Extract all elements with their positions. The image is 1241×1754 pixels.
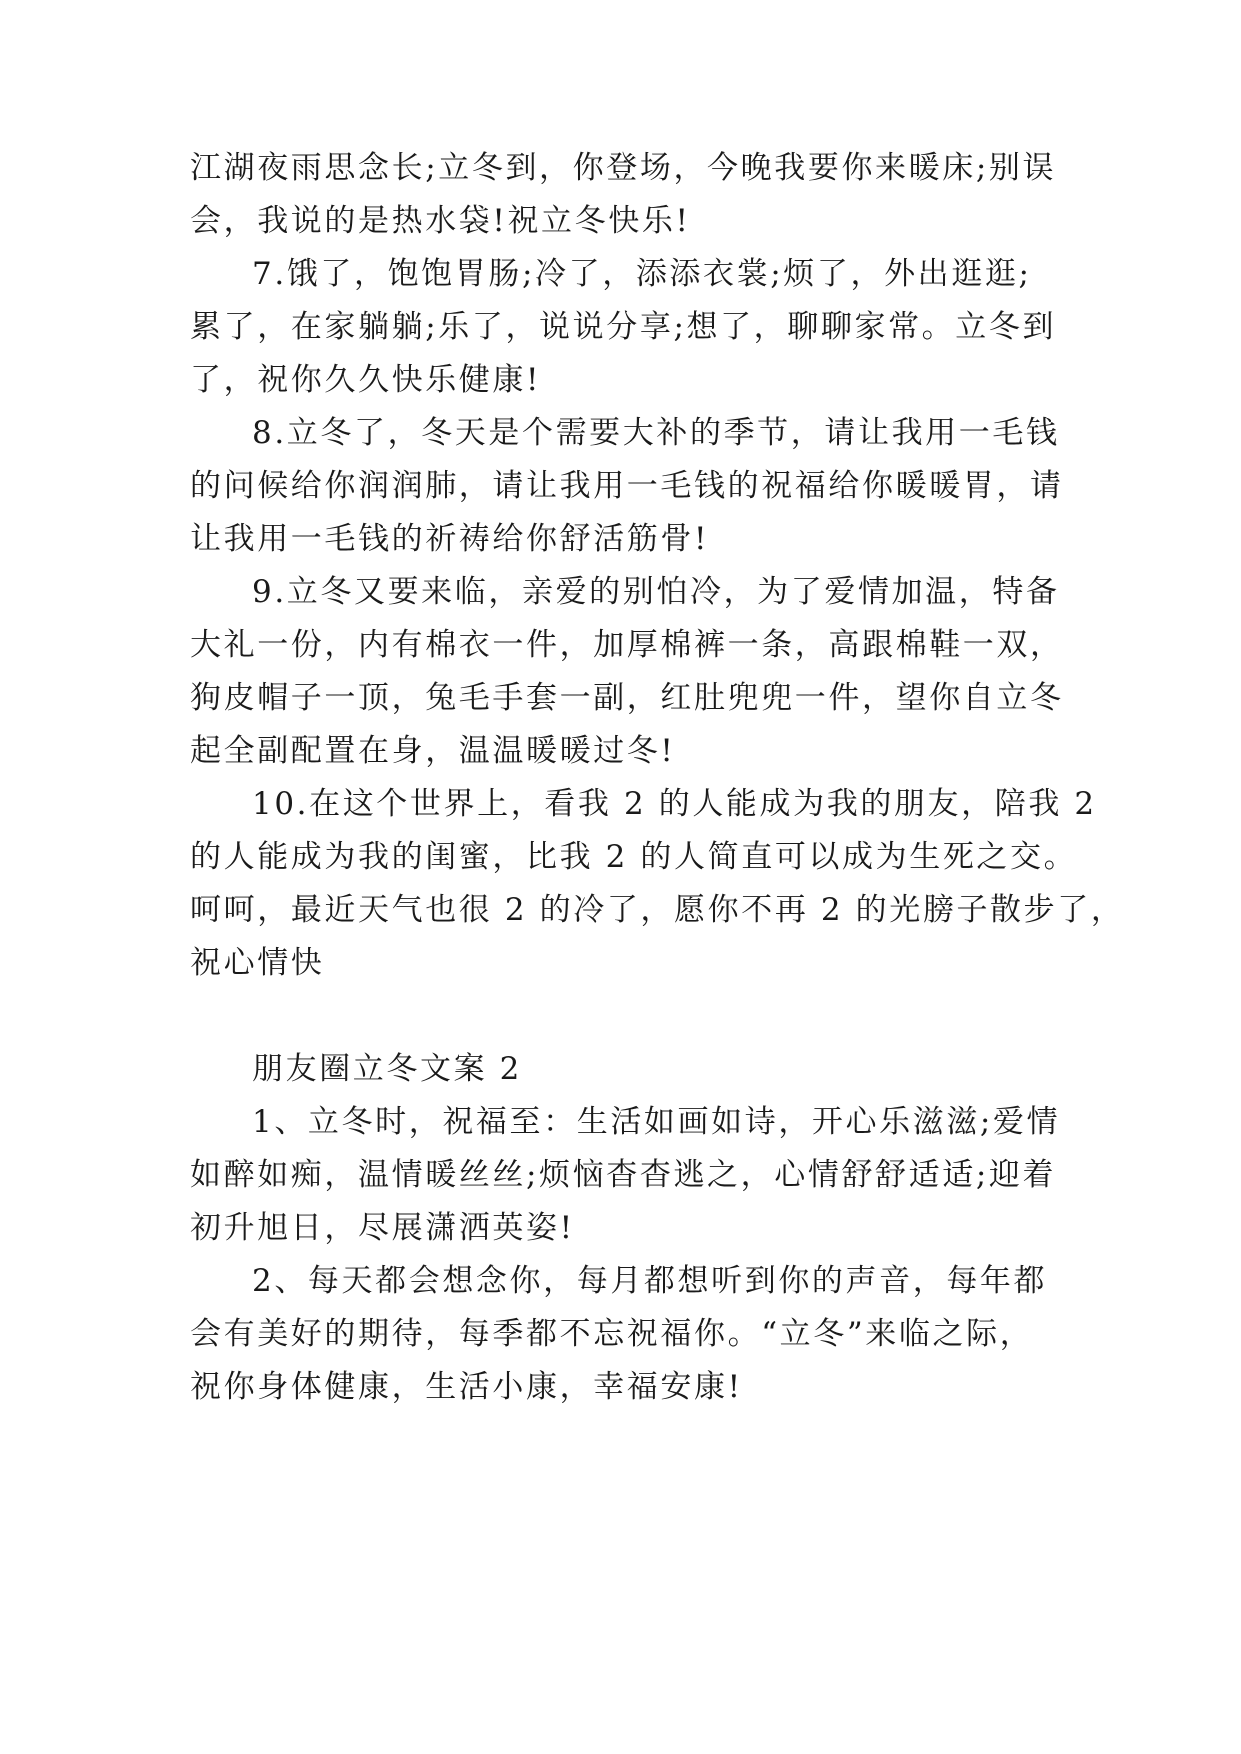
paragraph-9-start: 9.立冬又要来临，亲爱的别怕冷，为了爱情加温，特备 xyxy=(252,574,1060,610)
item-2-start: 2、每天都会想念你，每月都想听到你的声音，每年都 xyxy=(252,1263,1048,1299)
text-line: 的问候给你润润肺，请让我用一毛钱的祝福给你暖暖胃，请 xyxy=(190,468,1064,504)
text-line: 狗皮帽子一顶，兔毛手套一副，红肚兜兜一件，望你自立冬 xyxy=(190,680,1064,716)
text-line: 初升旭日，尽展潇洒英姿! xyxy=(190,1210,575,1246)
text-line: 让我用一毛钱的祈祷给你舒活筋骨! xyxy=(190,521,710,557)
paragraph-8-start: 8.立冬了，冬天是个需要大补的季节，请让我用一毛钱 xyxy=(252,415,1060,451)
paragraph-10-start: 10.在这个世界上，看我 2 的人能成为我的朋友，陪我 2 xyxy=(252,786,1097,822)
text-line: 呵呵，最近天气也很 2 的冷了，愿你不再 2 的光膀子散步了， xyxy=(190,892,1125,928)
section-heading: 朋友圈立冬文案 2 xyxy=(252,1051,522,1087)
text-line: 累了，在家躺躺;乐了，说说分享;想了，聊聊家常。立冬到 xyxy=(190,309,1057,345)
paragraph-7-start: 7.饿了，饱饱胃肠;冷了，添添衣裳;烦了，外出逛逛; xyxy=(252,256,1032,292)
text-line: 江湖夜雨思念长;立冬到，你登场，今晚我要你来暖床;别误 xyxy=(190,150,1057,186)
text-line: 祝你身体健康，生活小康，幸福安康! xyxy=(190,1369,743,1405)
text-line: 大礼一份，内有棉衣一件，加厚棉裤一条，高跟棉鞋一双， xyxy=(190,627,1064,663)
text-line: 祝心情快 xyxy=(190,945,325,981)
text-line: 会有美好的期待，每季都不忘祝福你。“立冬”来临之际， xyxy=(190,1316,1034,1352)
text-line: 了，祝你久久快乐健康! xyxy=(190,362,542,398)
text-line: 的人能成为我的闺蜜，比我 2 的人简直可以成为生死之交。 xyxy=(190,839,1078,875)
text-line: 起全副配置在身，温温暖暖过冬! xyxy=(190,733,676,769)
text-line: 会，我说的是热水袋!祝立冬快乐! xyxy=(190,203,691,239)
text-line: 如醉如痴，温情暖丝丝;烦恼杳杳逃之，心情舒舒适适;迎着 xyxy=(190,1157,1057,1193)
item-1-start: 1、立冬时，祝福至：生活如画如诗，开心乐滋滋;爱情 xyxy=(252,1104,1061,1140)
